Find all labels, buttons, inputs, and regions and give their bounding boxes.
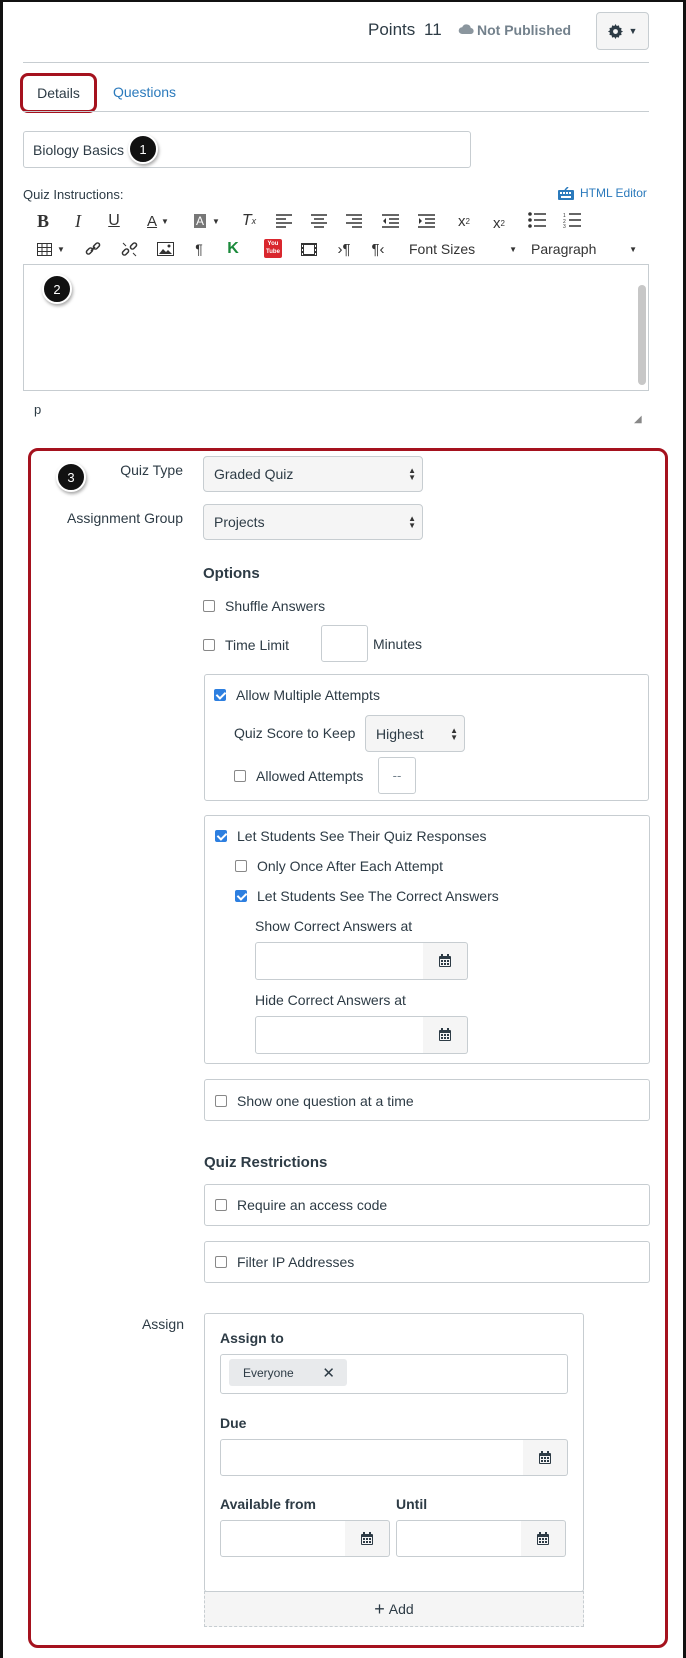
see-responses-label: Let Students See Their Quiz Responses xyxy=(237,828,487,844)
show-correct-at-label: Show Correct Answers at xyxy=(255,918,413,934)
assign-label: Assign xyxy=(141,1316,184,1332)
media-icon[interactable] xyxy=(301,243,317,256)
due-calendar-button[interactable] xyxy=(523,1439,568,1476)
svg-text:3: 3 xyxy=(563,224,566,228)
align-right-icon[interactable] xyxy=(346,214,362,228)
assignment-group-value: Projects xyxy=(214,514,265,530)
callout-badge-3: 3 xyxy=(56,462,86,492)
points-value: 11 xyxy=(424,20,442,39)
time-limit-checkbox[interactable] xyxy=(203,639,215,651)
available-from-input[interactable] xyxy=(220,1520,346,1557)
see-correct-answers-option[interactable] xyxy=(235,888,499,904)
close-icon[interactable]: ✕ xyxy=(322,1364,335,1382)
assignee-tag-label: Everyone xyxy=(243,1365,294,1380)
select-arrows-icon: ▲ ▼ xyxy=(408,514,416,530)
available-from-calendar-button[interactable] xyxy=(345,1520,390,1557)
html-editor-label: HTML Editor xyxy=(580,186,647,200)
calendar-icon xyxy=(438,1028,452,1042)
callout-badge-1: 1 xyxy=(128,134,158,164)
until-date-input[interactable] xyxy=(396,1520,522,1557)
italic-icon[interactable]: I xyxy=(75,210,81,231)
filter-ip-label: Filter IP Addresses xyxy=(237,1254,355,1270)
score-to-keep-value: Highest xyxy=(376,725,424,742)
only-once-checkbox[interactable] xyxy=(235,860,247,872)
resize-handle-icon[interactable]: ◢ xyxy=(634,414,642,425)
assignment-group-label: Assignment Group xyxy=(67,510,183,526)
tab-details[interactable]: Details xyxy=(20,73,97,113)
underline-icon[interactable]: U xyxy=(108,212,120,229)
calendar-icon xyxy=(536,1532,550,1546)
subscript-icon[interactable]: x 2 xyxy=(493,214,505,232)
publish-status: Not Published xyxy=(477,22,572,38)
calendar-icon xyxy=(360,1532,374,1546)
shuffle-answers-option[interactable] xyxy=(203,598,325,614)
settings-button[interactable] xyxy=(596,12,649,50)
see-correct-answers-checkbox[interactable] xyxy=(235,890,247,902)
score-to-keep-label: Quiz Score to Keep xyxy=(234,725,356,741)
select-arrows-icon: ▲ ▼ xyxy=(408,466,416,482)
unlink-icon[interactable] xyxy=(121,241,138,258)
time-limit-label: Time Limit xyxy=(225,637,290,653)
due-date-input[interactable] xyxy=(220,1439,524,1476)
hide-correct-calendar-button[interactable] xyxy=(423,1016,468,1054)
indent-icon[interactable] xyxy=(418,214,435,228)
allowed-attempts-input[interactable]: -- xyxy=(378,757,416,794)
one-question-label: Show one question at a time xyxy=(237,1093,414,1109)
rtl-icon[interactable]: ¶‹ xyxy=(371,240,385,258)
hide-correct-at-label: Hide Correct Answers at xyxy=(255,992,406,1008)
one-question-option[interactable] xyxy=(215,1093,414,1109)
allow-multiple-attempts-option[interactable] xyxy=(214,687,380,703)
superscript-icon[interactable]: x 2 xyxy=(458,212,470,230)
allowed-attempts-checkbox[interactable] xyxy=(234,770,246,782)
shuffle-answers-label: Shuffle Answers xyxy=(225,598,326,614)
calendar-icon xyxy=(538,1451,552,1465)
quiz-type-select[interactable] xyxy=(203,456,423,492)
assignee-tag[interactable] xyxy=(229,1359,347,1386)
available-from-label: Available from xyxy=(220,1496,316,1512)
quiz-title-input[interactable]: Biology Basics xyxy=(23,131,471,168)
tabs-divider xyxy=(23,111,649,112)
cloud-icon xyxy=(458,23,474,35)
add-assignment-button[interactable] xyxy=(204,1591,584,1627)
quiz-instructions-editor[interactable] xyxy=(23,264,649,391)
chevron-down-icon: ▼ xyxy=(509,244,517,254)
only-once-label: Only Once After Each Attempt xyxy=(257,858,443,874)
filter-ip-checkbox[interactable] xyxy=(215,1256,227,1268)
paragraph-format-dropdown[interactable] xyxy=(531,240,637,258)
paragraph-mark-icon[interactable]: ¶ xyxy=(195,241,203,257)
quiz-type-value: Graded Quiz xyxy=(214,466,294,482)
background-color-icon[interactable]: A ▼ xyxy=(196,214,220,228)
add-button-label: Add xyxy=(388,1601,414,1617)
allow-multiple-attempts-checkbox[interactable] xyxy=(214,689,226,701)
font-color-icon[interactable]: A ▼ xyxy=(147,212,169,230)
clear-formatting-icon[interactable]: T x xyxy=(241,212,257,229)
options-heading: Options xyxy=(203,565,260,582)
hide-correct-date-input[interactable] xyxy=(255,1016,424,1054)
callout-badge-2: 2 xyxy=(42,274,72,304)
paragraph-format-label: Paragraph xyxy=(531,241,597,257)
table-icon[interactable]: ▼ xyxy=(35,238,67,260)
bullet-list-icon[interactable] xyxy=(528,212,546,228)
image-icon[interactable] xyxy=(157,242,174,256)
keyboard-icon xyxy=(558,187,574,200)
html-editor-link[interactable] xyxy=(558,186,647,200)
due-label: Due xyxy=(220,1415,247,1431)
quiz-instructions-label: Quiz Instructions: xyxy=(23,187,124,202)
svg-text:1: 1 xyxy=(563,213,566,219)
time-limit-option[interactable] xyxy=(203,637,289,653)
allowed-attempts-label: Allowed Attempts xyxy=(256,768,364,784)
show-correct-date-input[interactable] xyxy=(255,942,424,980)
points-label: Points xyxy=(368,20,416,39)
font-sizes-dropdown[interactable] xyxy=(409,240,517,258)
assign-to-label: Assign to xyxy=(220,1330,284,1346)
time-limit-minutes-input[interactable] xyxy=(321,625,368,662)
gear-icon xyxy=(608,24,623,39)
see-responses-option[interactable] xyxy=(215,828,487,844)
plus-icon: + xyxy=(374,1599,385,1619)
allow-multiple-attempts-label: Allow Multiple Attempts xyxy=(236,687,380,703)
kaltura-icon[interactable]: K xyxy=(227,240,239,257)
editor-element-path: p xyxy=(34,402,42,417)
calendar-icon xyxy=(438,954,452,968)
tab-questions[interactable]: Questions xyxy=(113,84,177,100)
see-correct-answers-label: Let Students See The Correct Answers xyxy=(257,888,499,904)
only-once-option[interactable] xyxy=(235,858,443,874)
ltr-icon[interactable]: ›¶ xyxy=(337,240,351,258)
shuffle-answers-checkbox[interactable] xyxy=(203,600,215,612)
minutes-label: Minutes xyxy=(373,636,423,652)
font-sizes-label: Font Sizes xyxy=(409,241,476,257)
score-to-keep-select[interactable] xyxy=(365,715,465,752)
assignment-group-select[interactable] xyxy=(203,504,423,540)
until-calendar-button[interactable] xyxy=(521,1520,566,1557)
link-icon[interactable] xyxy=(85,241,101,257)
quiz-restrictions-heading: Quiz Restrictions xyxy=(204,1154,328,1171)
editor-scrollbar[interactable] xyxy=(638,285,646,385)
chevron-down-icon: ▼ xyxy=(629,244,637,254)
see-responses-checkbox[interactable] xyxy=(215,830,227,842)
outdent-icon[interactable] xyxy=(382,214,399,228)
align-center-icon[interactable] xyxy=(311,214,327,228)
one-question-checkbox[interactable] xyxy=(215,1095,227,1107)
bold-icon[interactable]: B xyxy=(36,210,49,231)
numbered-list-icon[interactable] xyxy=(563,212,581,228)
access-code-option[interactable] xyxy=(215,1197,387,1213)
quiz-type-label: Quiz Type xyxy=(120,462,183,478)
chevron-down-icon: ▼ xyxy=(628,26,638,36)
access-code-label: Require an access code xyxy=(237,1197,388,1213)
align-left-icon[interactable] xyxy=(276,214,292,228)
until-label: Until xyxy=(396,1496,428,1512)
access-code-checkbox[interactable] xyxy=(215,1199,227,1211)
youtube-icon[interactable]: You Tube xyxy=(264,239,282,258)
allowed-attempts-option[interactable] xyxy=(234,768,363,784)
svg-text:2: 2 xyxy=(563,219,566,225)
filter-ip-option[interactable] xyxy=(215,1254,354,1270)
select-arrows-icon: ▲ ▼ xyxy=(450,725,458,742)
show-correct-calendar-button[interactable] xyxy=(423,942,468,980)
header-divider xyxy=(23,62,649,63)
